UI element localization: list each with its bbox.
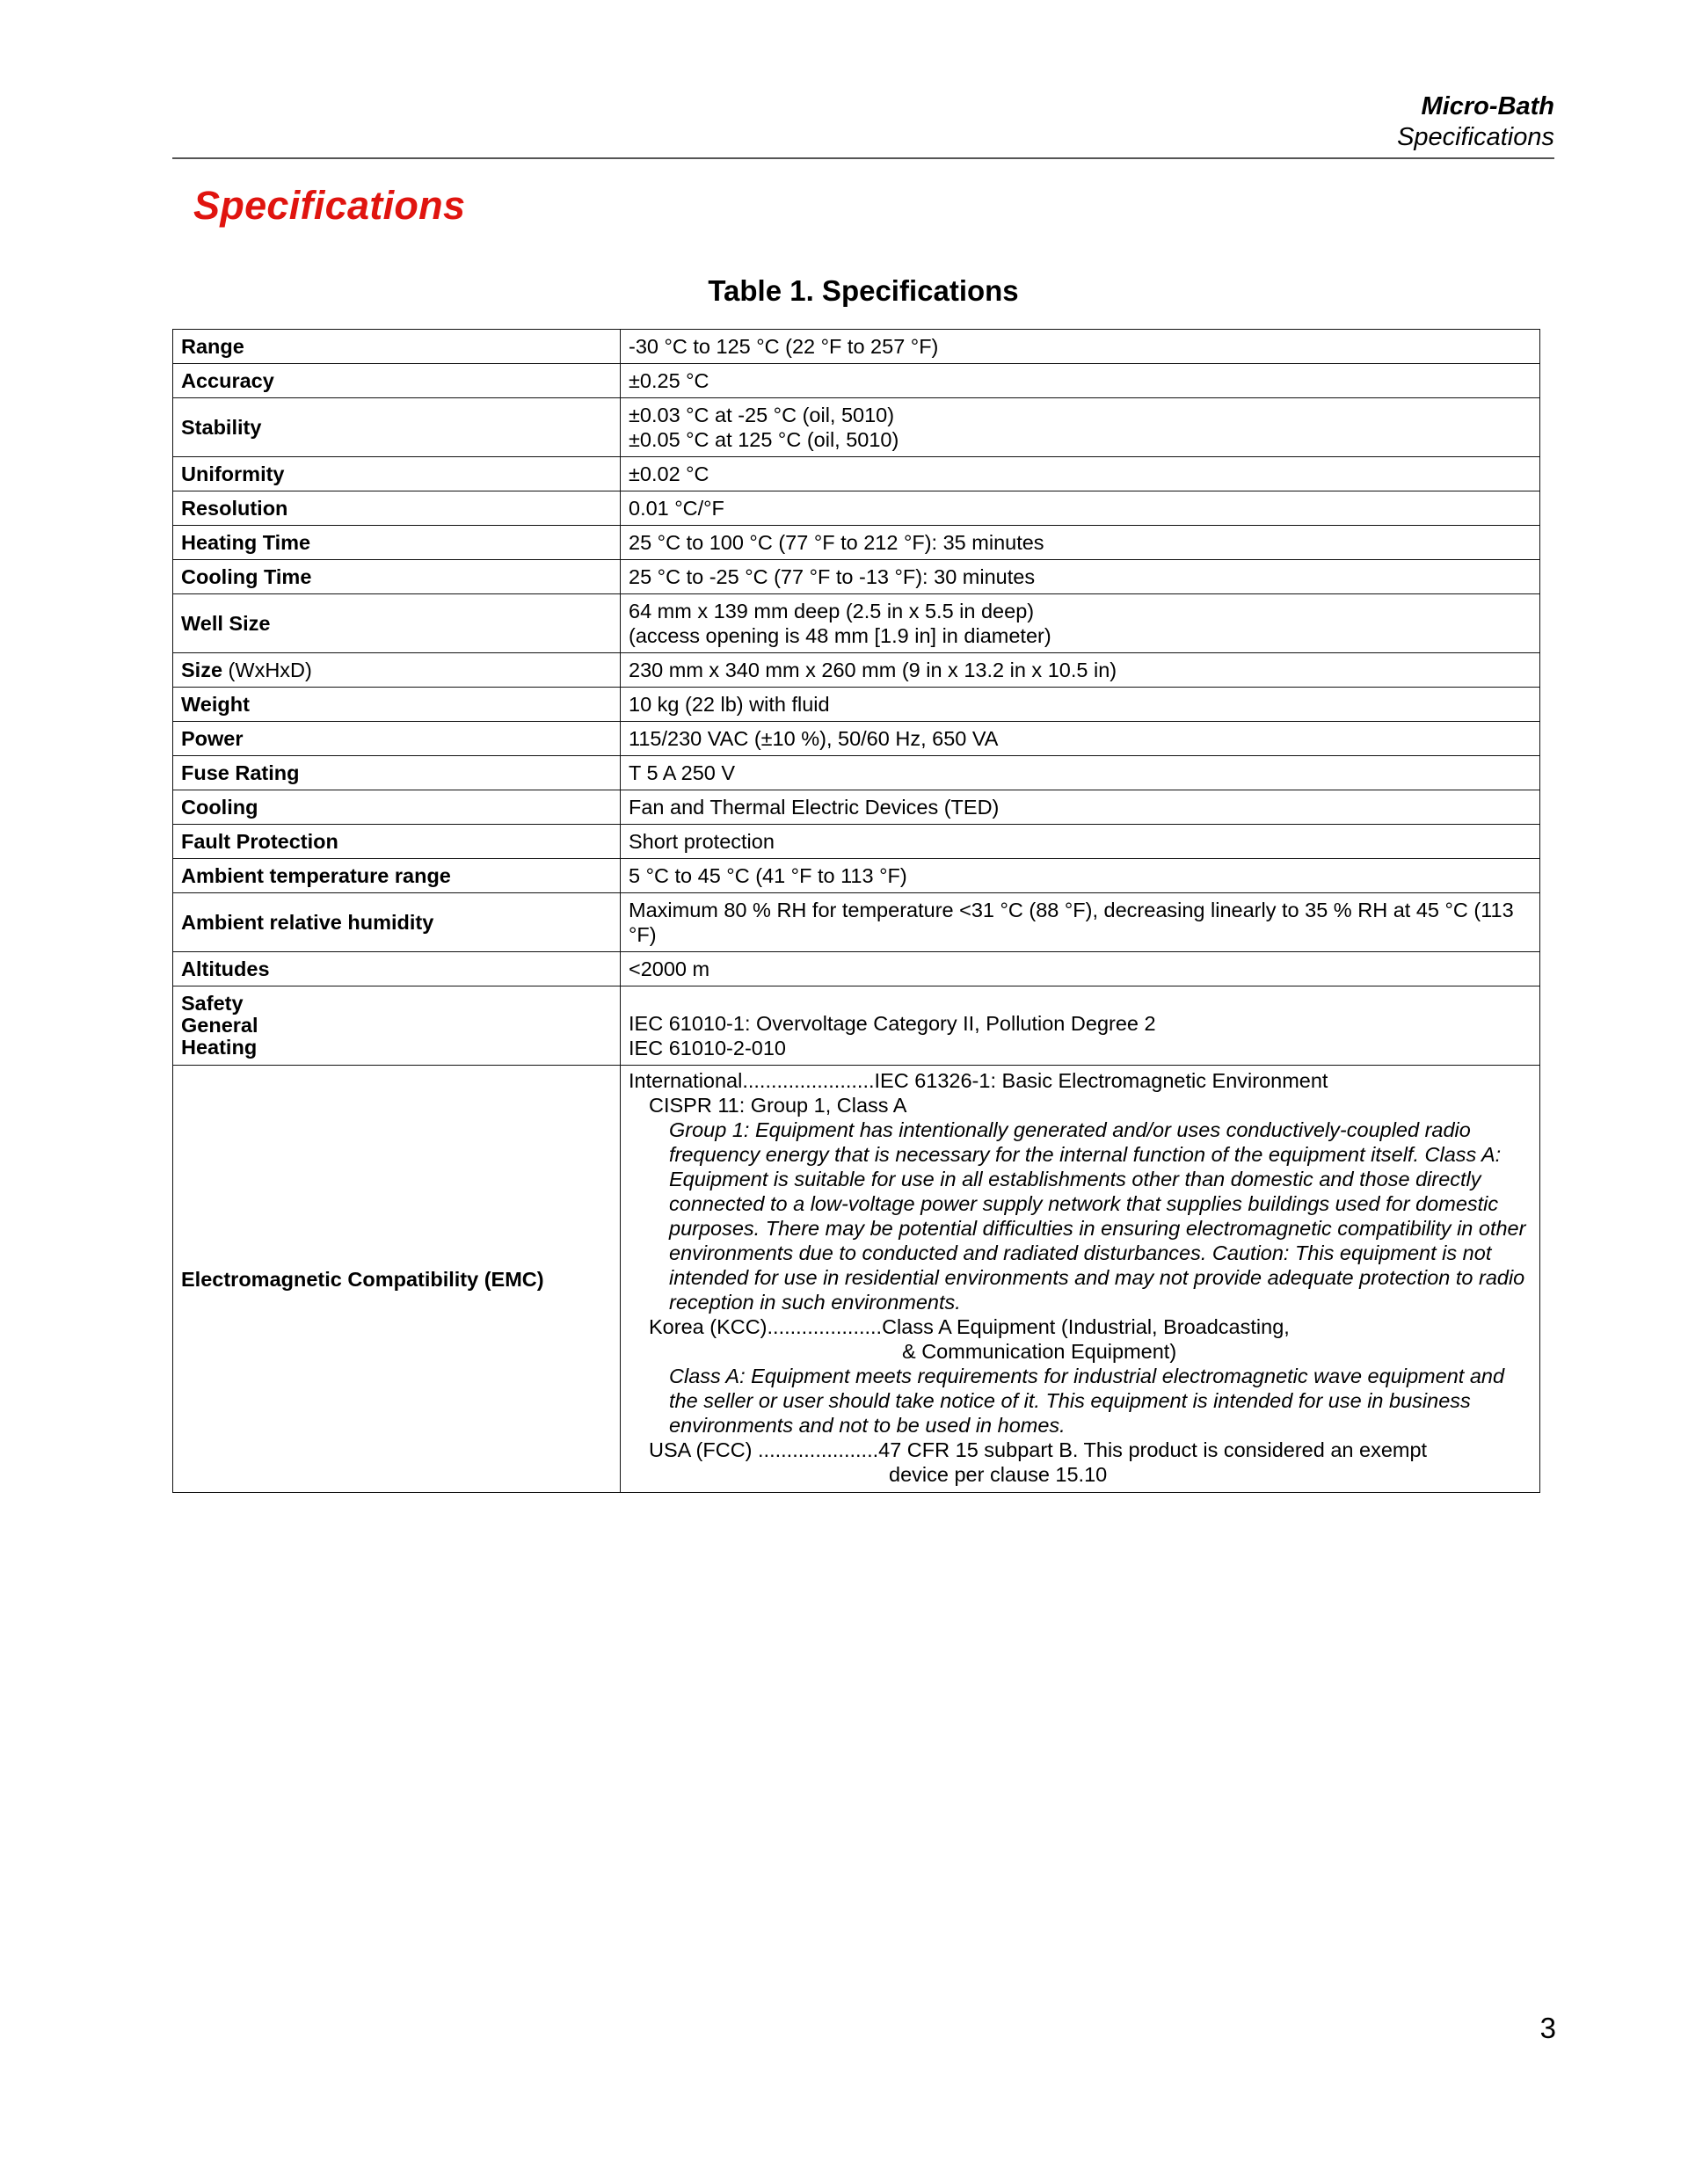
general-label: General — [181, 1014, 258, 1037]
spec-value-cell — [621, 952, 1540, 986]
emc-label-cell — [173, 1066, 621, 1493]
spec-value-line: Maximum 80 % RH for temperature <31 °C (88 °F), decreasing linearly to 35 % RH at 45 °C (113 °F) — [629, 899, 1514, 946]
spec-label: Accuracy — [181, 369, 274, 392]
emc-usa: USA (FCC) .....................47 CFR 15 subpart B. This product is considered an exempt — [649, 1438, 1428, 1461]
table-row — [173, 560, 1540, 594]
emc-cispr-note: Group 1: Equipment has intentionally generated and/or uses conductively-coupled radio frequency energy that is necessary for the internal function of the equipment itself. Class A: Equipment is suitable for use in all establishments other than domestic and those directly connected to a low-voltage power supply network that supplies buildings used for domestic purposes. There may be potential difficulties in ensuring electromagnetic compatibility in other environments due to conducted and radiated disturbances. Caution: This equipment is not intended for use in residential environments and may not provide adequate protection to radio reception in such environments. — [669, 1118, 1526, 1314]
table-row — [173, 790, 1540, 825]
table-row — [173, 688, 1540, 722]
spec-value-cell — [621, 526, 1540, 560]
spec-value-line: <2000 m — [629, 957, 710, 980]
spec-value-line: 5 °C to 45 °C (41 °F to 113 °F) — [629, 864, 907, 887]
spec-label: Cooling Time — [181, 565, 312, 588]
spec-value-line: 0.01 °C/°F — [629, 497, 724, 520]
table-row — [173, 398, 1540, 457]
spec-value-cell — [621, 560, 1540, 594]
section-heading: Specifications — [193, 183, 466, 228]
spec-value-line: 10 kg (22 lb) with fluid — [629, 693, 830, 716]
spec-label: Weight — [181, 693, 250, 716]
header-rule — [172, 157, 1554, 159]
table-row — [173, 594, 1540, 653]
spec-label-suffix: (WxHxD) — [222, 659, 312, 681]
table-row — [173, 859, 1540, 893]
spec-label: Fault Protection — [181, 830, 338, 853]
spec-label-cell — [173, 398, 621, 457]
table-row-safety — [173, 986, 1540, 1066]
page-number: 3 — [1539, 2012, 1556, 2044]
emc-cispr: CISPR 11: Group 1, Class A — [649, 1094, 907, 1117]
spec-label: Fuse Rating — [181, 761, 300, 784]
spec-label-cell — [173, 526, 621, 560]
spec-label: Cooling — [181, 796, 258, 819]
spec-value-cell — [621, 457, 1540, 491]
table-row — [173, 722, 1540, 756]
heating-label: Heating — [181, 1036, 258, 1059]
spec-value-cell — [621, 893, 1540, 952]
table-row — [173, 364, 1540, 398]
spec-value-line: 25 °C to 100 °C (77 °F to 212 °F): 35 minutes — [629, 531, 1044, 554]
spec-value-line: 115/230 VAC (±10 %), 50/60 Hz, 650 VA — [629, 727, 999, 750]
spec-value-cell — [621, 330, 1540, 364]
spec-value-line: 64 mm x 139 mm deep (2.5 in x 5.5 in deep) — [629, 600, 1035, 622]
spec-value-cell — [621, 653, 1540, 688]
spec-value-cell — [621, 364, 1540, 398]
spec-value-line: ±0.02 °C — [629, 462, 709, 485]
table-row — [173, 457, 1540, 491]
header-section-name: Specifications — [1397, 123, 1554, 151]
spec-label: Well Size — [181, 612, 271, 635]
running-header — [172, 91, 1554, 153]
table-caption: Table 1. Specifications — [708, 274, 1019, 307]
safety-value-cell — [621, 986, 1540, 1066]
spec-label-cell — [173, 491, 621, 526]
table-row — [173, 825, 1540, 859]
spec-label-cell — [173, 952, 621, 986]
spec-label-cell — [173, 364, 621, 398]
spec-label-cell — [173, 722, 621, 756]
spec-value-cell — [621, 859, 1540, 893]
safety-label: Safety — [181, 992, 244, 1015]
spec-value-cell — [621, 722, 1540, 756]
spec-value-line: 230 mm x 340 mm x 260 mm (9 in x 13.2 in x 10.5 in) — [629, 659, 1117, 681]
spec-value-cell — [621, 790, 1540, 825]
spec-label-cell — [173, 756, 621, 790]
spec-label: Size — [181, 659, 223, 681]
safety-general-value: IEC 61010-1: Overvoltage Category II, Pollution Degree 2 — [629, 1012, 1156, 1035]
table-row — [173, 893, 1540, 952]
spec-value-line: -30 °C to 125 °C (22 °F to 257 °F) — [629, 335, 939, 358]
spec-value-line: Fan and Thermal Electric Devices (TED) — [629, 796, 1000, 819]
spec-label: Heating Time — [181, 531, 311, 554]
emc-korea: Korea (KCC)....................Class A Equipment (Industrial, Broadcasting, — [649, 1315, 1290, 1338]
spec-label-cell — [173, 560, 621, 594]
spec-value-cell — [621, 756, 1540, 790]
table-row — [173, 756, 1540, 790]
spec-label-cell — [173, 859, 621, 893]
table-row — [173, 526, 1540, 560]
table-row-emc — [173, 1066, 1540, 1493]
emc-korea-continued: & Communication Equipment) — [902, 1340, 1177, 1363]
spec-value-line: Short protection — [629, 830, 775, 853]
emc-korea-note: Class A: Equipment meets requirements for industrial electromagnetic wave equipment and the seller or user should take notice of it. This equipment is intended for use in business environments and not to be used in homes. — [669, 1365, 1505, 1437]
spec-value-cell — [621, 825, 1540, 859]
spec-value-cell — [621, 594, 1540, 653]
spec-label-cell — [173, 893, 621, 952]
table-row — [173, 491, 1540, 526]
table-row — [173, 653, 1540, 688]
header-product-name: Micro-Bath — [1421, 92, 1554, 120]
spec-value-line: (access opening is 48 mm [1.9 in] in diameter) — [629, 624, 1051, 647]
spec-label: Ambient relative humidity — [181, 911, 434, 934]
spec-label-cell — [173, 688, 621, 722]
emc-international: International.......................IEC 61326-1: Basic Electromagnetic Environment — [629, 1069, 1328, 1092]
spec-value-line: ±0.03 °C at -25 °C (oil, 5010) — [629, 404, 895, 426]
spec-label-cell — [173, 825, 621, 859]
specifications-table — [172, 329, 1540, 1493]
emc-value-cell — [621, 1066, 1540, 1493]
emc-usa-continued: device per clause 15.10 — [889, 1463, 1108, 1486]
spec-label: Range — [181, 335, 244, 358]
safety-label-cell — [173, 986, 621, 1066]
spec-value-cell — [621, 688, 1540, 722]
table-row — [173, 330, 1540, 364]
safety-heating-value: IEC 61010-2-010 — [629, 1037, 786, 1059]
spec-value-line: ±0.05 °C at 125 °C (oil, 5010) — [629, 428, 899, 451]
emc-label: Electromagnetic Compatibility (EMC) — [181, 1267, 544, 1291]
spec-label-cell — [173, 790, 621, 825]
spec-label: Resolution — [181, 497, 288, 520]
spec-value-cell — [621, 398, 1540, 457]
spec-label: Stability — [181, 416, 262, 439]
spec-value-line: T 5 A 250 V — [629, 761, 736, 784]
spec-label-cell — [173, 457, 621, 491]
table-row — [173, 952, 1540, 986]
spec-label-cell — [173, 330, 621, 364]
specifications-table-body — [173, 330, 1540, 1493]
spec-value-line: 25 °C to -25 °C (77 °F to -13 °F): 30 minutes — [629, 565, 1036, 588]
spec-value-cell — [621, 491, 1540, 526]
spec-value-line: ±0.25 °C — [629, 369, 709, 392]
spec-label: Altitudes — [181, 957, 270, 980]
spec-label: Uniformity — [181, 462, 285, 485]
spec-label: Ambient temperature range — [181, 864, 451, 887]
spec-label-cell — [173, 653, 621, 688]
spec-label: Power — [181, 727, 244, 750]
spec-label-cell — [173, 594, 621, 653]
